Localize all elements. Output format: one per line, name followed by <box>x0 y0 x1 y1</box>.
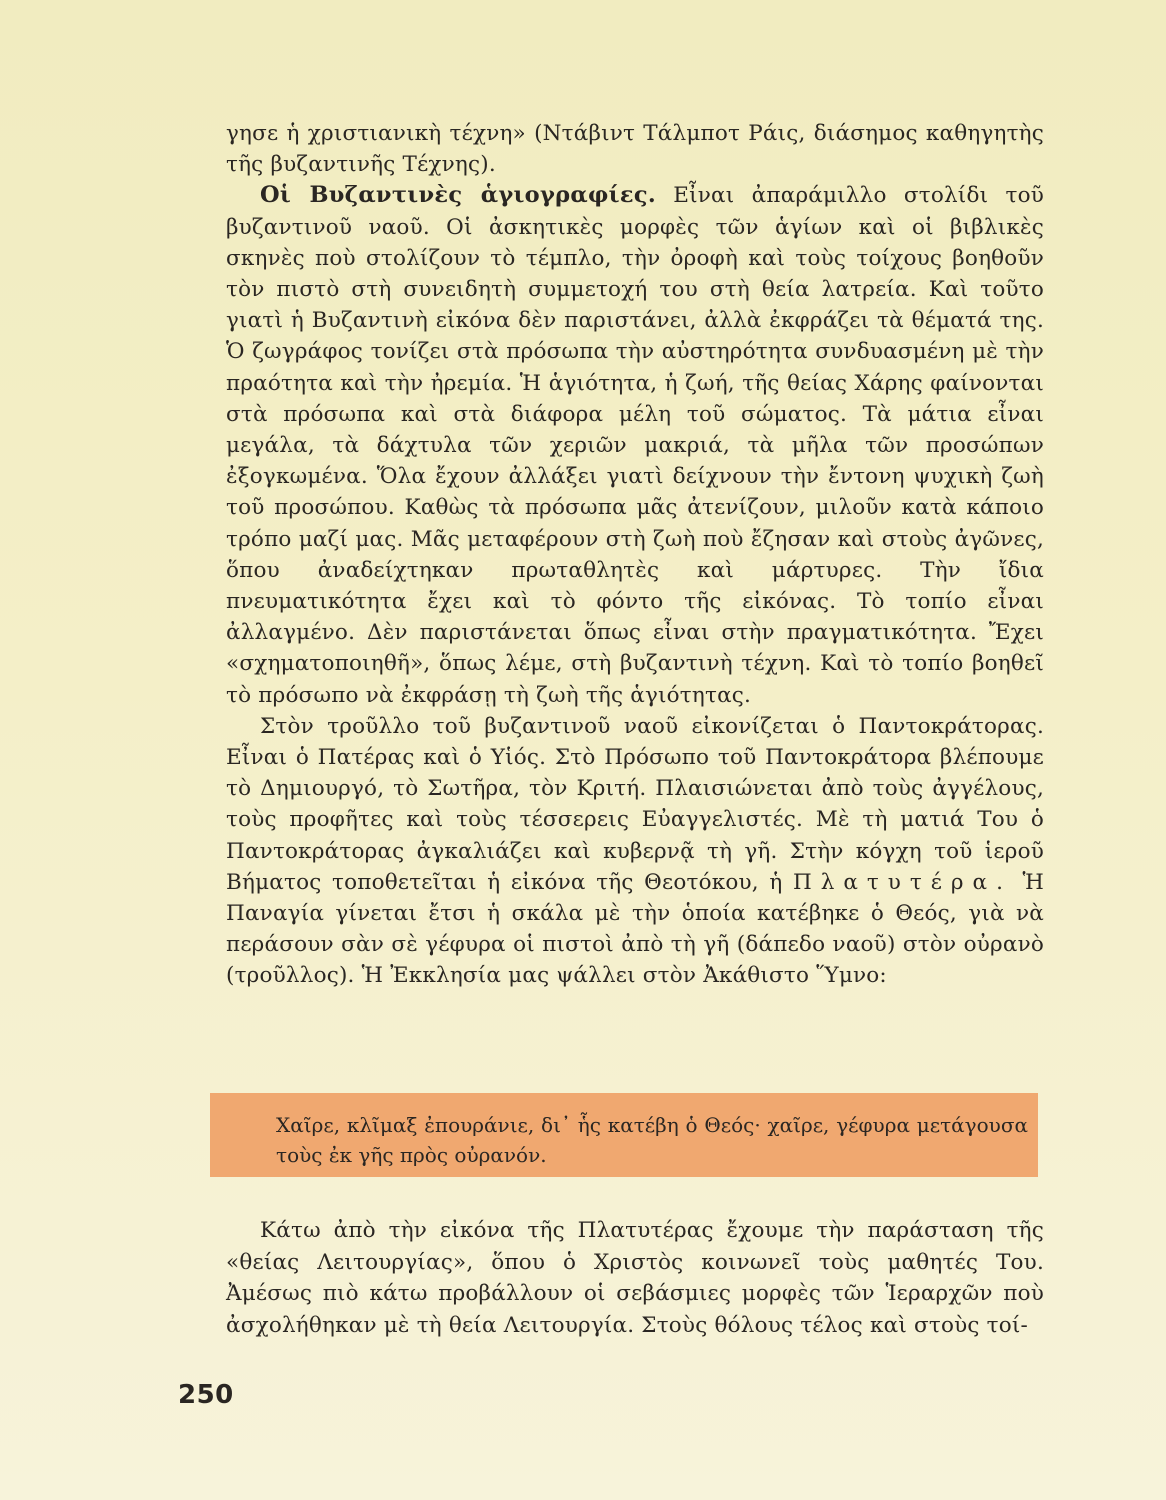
page-number: 250 <box>178 1380 234 1410</box>
paragraph-pantokrator <box>226 711 1044 992</box>
section-heading: Οἱ Βυζαντινὲς ἁγιογραφίες. <box>260 182 656 209</box>
paragraph-hagiographies-body: Εἶναι ἀπαράμιλλο στολίδι τοῦ βυζαντινοῦ ναοῦ. Οἱ ἀσκητικὲς μορφὲς τῶν ἁγίων καὶ οἱ βιβλικὲς σκηνὲς ποὺ στολίζουν τὸ τέμπλο, τὴν ὀροφὴ καὶ τοὺς τοίχους βοηθοῦν τὸν πιστὸ στὴ συνειδητὴ συμμετοχή του στὴ θεία λατρεία. Καὶ τοῦτο γιατὶ ἡ Βυζαντινὴ εἰκόνα δὲν παριστάνει, ἀλλὰ ἐκφράζει τὰ θέματά της. Ὁ ζωγράφος τονίζει στὰ πρόσωπα τὴν αὐστηρότητα συνδυασμένη μὲ τὴν πραότητα καὶ τὴν ἠρεμία. Ἡ ἁγιότητα, ἡ ζωή, τῆς θείας Χάρης φαίνονται στὰ πρόσωπα καὶ στὰ διάφορα μέλη τοῦ σώματος. Τὰ μάτια εἶναι μεγάλα, τὰ δάχτυλα τῶν χεριῶν μακριά, τὰ μῆλα τῶν προσώπων ἐξογκωμένα. Ὅλα ἔχουν ἀλλάξει γιατὶ δείχνουν τὴν ἔντονη ψυχικὴ ζωὴ τοῦ προσώπου. Καθὼς τὰ πρόσωπα μᾶς ἀτενίζουν, μιλοῦν κατὰ κάποιο τρόπο μαζί μας. Μᾶς μεταφέρουν στὴ ζωὴ ποὺ ἔζησαν καὶ στοὺς ἀγῶνες, ὅπου ἀναδείχτηκαν πρωταθλητὲς καὶ μάρτυρες. Τὴν ἴδια πνευματικότητα ἔχει καὶ τὸ φόντο τῆς εἰκόνας. Τὸ τοπίο εἶναι ἀλλαγμένο. Δὲν παριστάνεται ὅπως εἶναι στὴν πραγματικότητα. Ἔχει «σχηματοποιηθῆ», ὅπως λέμε, στὴ βυζαντινὴ τέχνη. Καὶ τὸ τοπίο βοηθεῖ τὸ πρόσωπο νὰ ἐκφράσῃ τὴ ζωὴ τῆς ἁγιότητας. <box>226 183 1044 708</box>
paragraph-liturgy: Κάτω ἀπὸ τὴν εἰκόνα τῆς Πλατυτέρας ἔχουμε τὴν παράσταση τῆς «θείας Λειτουργίας», ὅπου ὁ Χριστὸς κοινωνεῖ τοὺς μαθητές Του. Ἀμέσως πιὸ κάτω προβάλλουν οἱ σεβάσμιες μορφὲς τῶν Ἱεραρχῶν ποὺ ἀσχολήθηκαν μὲ τὴ θεία Λειτουργία. Στοὺς θόλους τέλος καὶ στοὺς τοί- <box>226 1218 1044 1338</box>
hymn-quote: Χαῖρε, κλῖμαξ ἐπουράνιε, δι᾽ ἧς κατέβη ὁ Θεός· χαῖρε, γέφυρα μετάγουσα τοὺς ἐκ γῆς πρὸς οὐρανόν. <box>276 1113 1028 1167</box>
paragraph-pantokrator-end: Ἡ Παναγία γίνεται ἔτσι ἡ σκάλα μὲ τὴν ὁποία κατέβηκε ὁ Θεός, γιὰ νὰ περάσουν σὰν σὲ γέφυρα οἱ πιστοὶ ἀπὸ τὴ γῆ (δάπεδο ναοῦ) στὸν οὐρανὸ (τροῦλλος). Ἡ Ἐκκλησία μας ψάλλει στὸν Ἀκάθιστο Ὕμνο: <box>226 869 1044 989</box>
paragraph-intro: γησε ἡ χριστιανικὴ τέχνη» (Ντάβιντ Τάλμποτ Ράις, διάσημος καθηγητὴς τῆς βυζαντινῆς Τέχνης). <box>226 121 1044 178</box>
main-text <box>226 118 1044 992</box>
continuation-text <box>226 1215 1044 1341</box>
paragraph-pantokrator-start: Στὸν τροῦλλο τοῦ βυζαντινοῦ ναοῦ εἰκονίζεται ὁ Παντοκράτορας. Εἶναι ὁ Πατέρας καὶ ὁ Υἱός. Στὸ Πρόσωπο τοῦ Παντοκράτορα βλέπουμε τὸ Δημιουργό, τὸ Σωτῆρα, τὸν Κριτή. Πλαισιώνεται ἀπὸ τοὺς ἀγγέλους, τοὺς προφῆτες καὶ τοὺς τέσσερεις Εὐαγγελιστές. Μὲ τὴ ματιά Του ὁ Παντοκράτορας ἀγκαλιάζει καὶ κυβερνᾷ τὴ γῆ. Στὴν κόγχη τοῦ ἱεροῦ Βήματος τοποθετεῖται ἡ εἰκόνα τῆς Θεοτόκου, ἡ <box>226 713 1044 895</box>
spaced-word-platytera: Πλατυτέρα. <box>793 869 1012 895</box>
paragraph-hagiographies <box>226 180 1044 710</box>
